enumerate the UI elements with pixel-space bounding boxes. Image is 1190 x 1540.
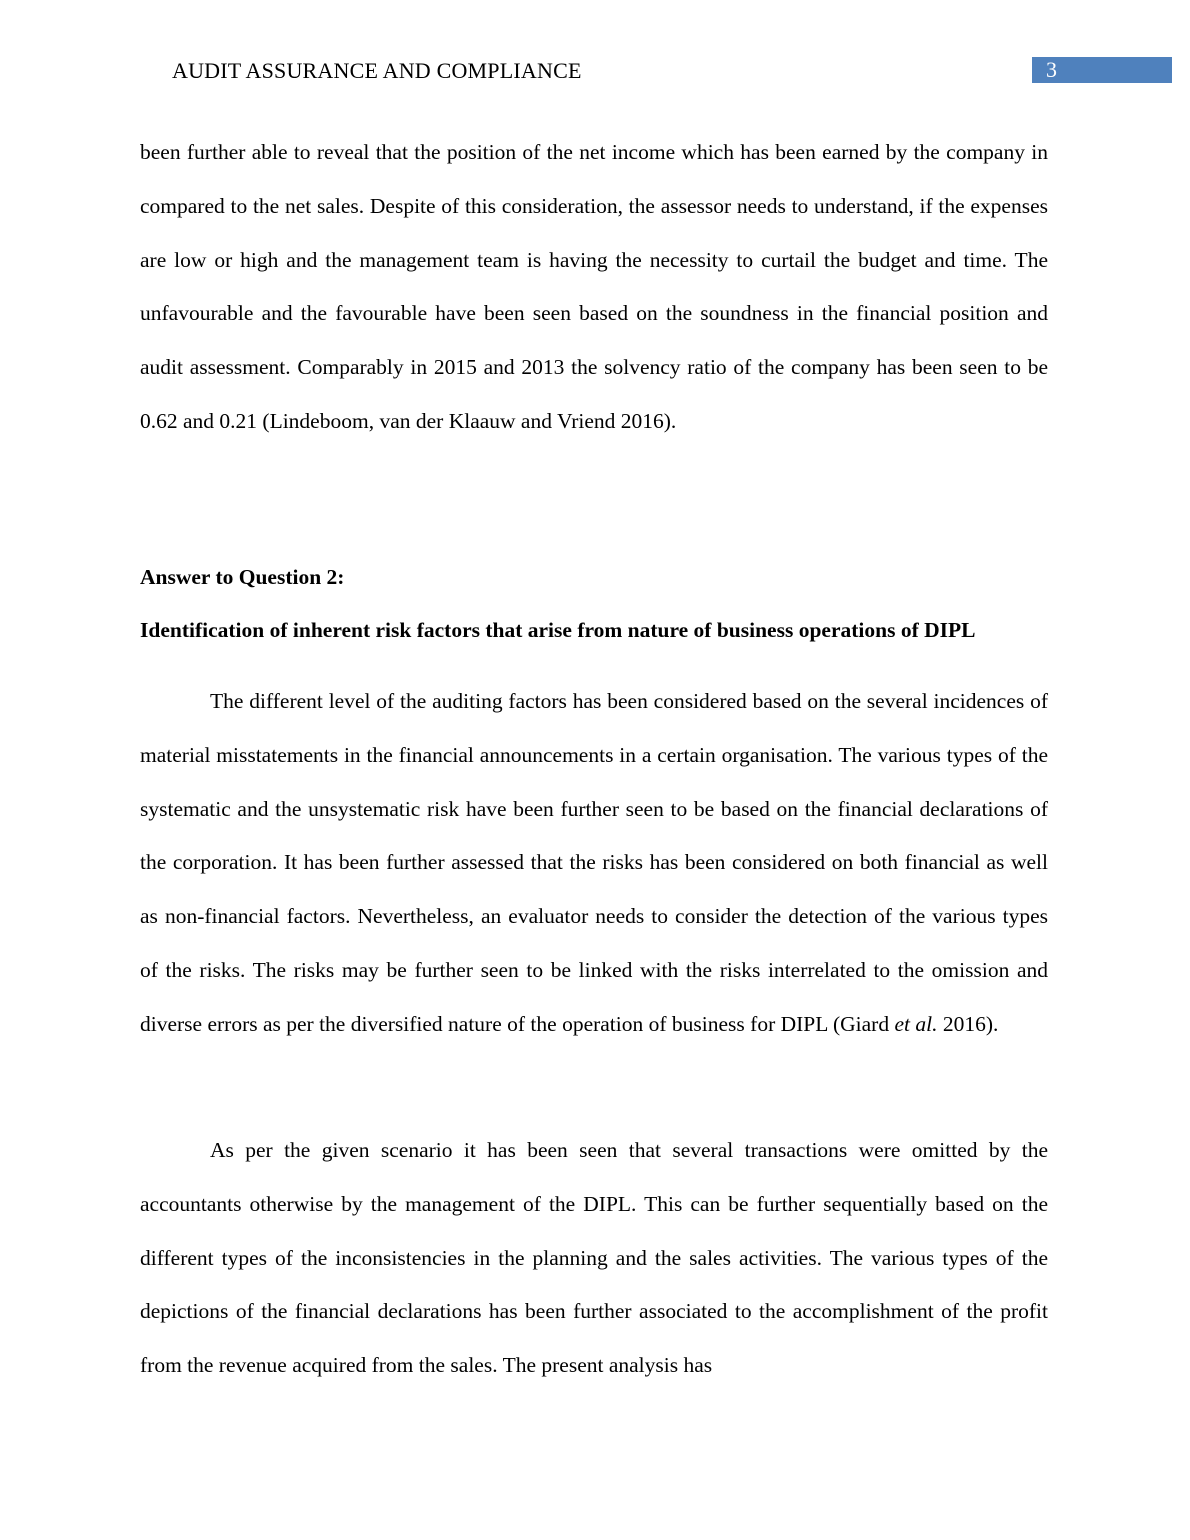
page-number-box (1032, 57, 1172, 83)
paragraph-inherent-risk (140, 675, 1048, 1052)
answer-heading: Answer to Question 2: (140, 565, 345, 589)
paragraph-continued: been further able to reveal that the position of the net income which has been earned by the company in compared to the net sales. Despite of this consideration, the assessor needs to understand, if the expenses are low or high and the management team is having the necessity to curtail the budget and time. The unfavourable and the favourable have been seen based on the soundness in the financial position and audit assessment. Comparably in 2015 and 2013 the solvency ratio of the company has been seen to be 0.62 and 0.21 (Lindeboom, van der Klaauw and Vriend 2016). (140, 140, 1048, 433)
page-number: 3 (1046, 57, 1057, 82)
citation-et-al: et al. (894, 1011, 938, 1036)
paragraph-scenario: As per the given scenario it has been seen that several transactions were omitted by the accountants otherwise by the management of the DIPL. This can be further sequentially based on the different types of the inconsistencies in the planning and the sales activities. The various types of the depictions of the financial declarations has been further associated to the accomplishment of the profit from the revenue acquired from the sales. The present analysis has (140, 1138, 1048, 1378)
citation-year: 2016). (937, 1011, 999, 1036)
paragraph-inherent-risk-text: The different level of the auditing factors has been considered based on the several incidences of material misstatements in the financial announcements in a certain organisation. The various types of the systematic and the unsystematic risk have been further seen to be based on the financial declarations of the corporation. It has been further assessed that the risks has been considered on both financial as well as non-financial factors. Nevertheless, an evaluator needs to consider the detection of the various types of the risks. The risks may be further seen to be linked with the risks interrelated to the omission and diverse errors as per the diversified nature of the operation of business for DIPL (Giard (140, 689, 1048, 1036)
running-head: AUDIT ASSURANCE AND COMPLIANCE (172, 58, 582, 83)
section-heading: Identification of inherent risk factors that arise from nature of business operations of DIPL (140, 618, 976, 642)
